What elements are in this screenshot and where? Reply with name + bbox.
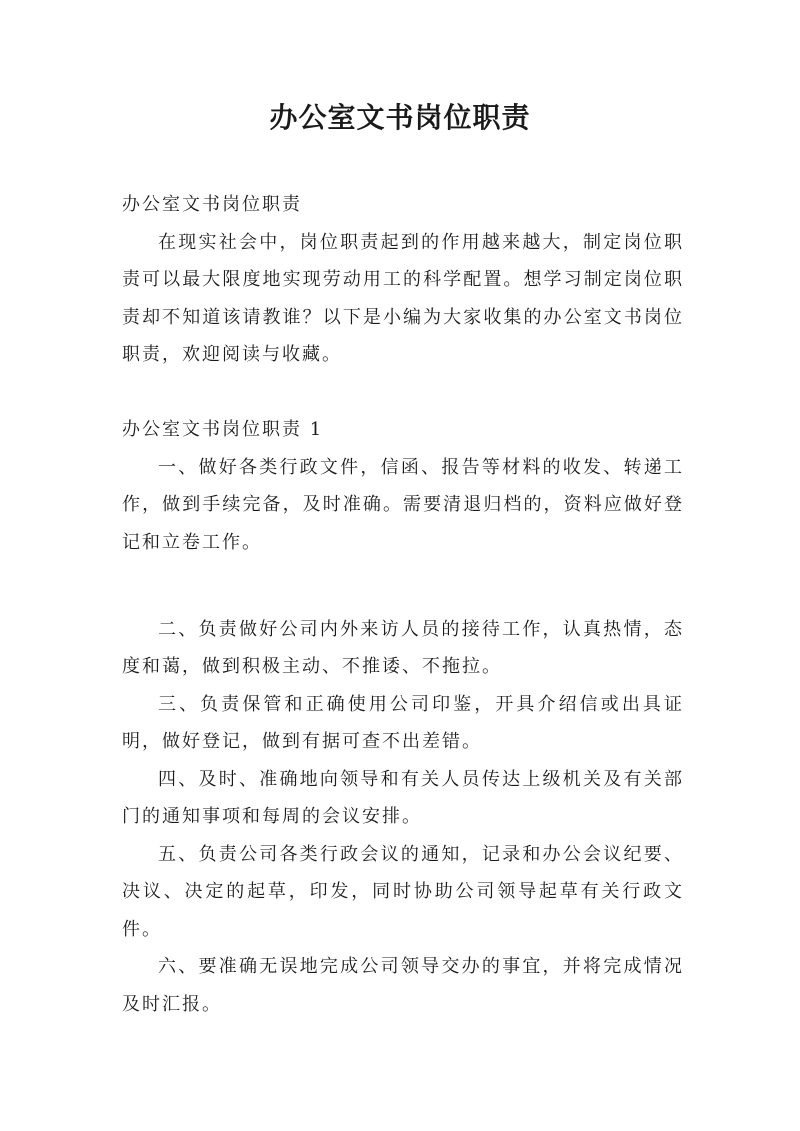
- spacer: [122, 561, 684, 599]
- document-title: 办公室文书岗位职责: [269, 101, 531, 134]
- spacer: [122, 374, 684, 412]
- section-heading: 办公室文书岗位职责 1: [122, 419, 324, 440]
- spacer: [122, 599, 684, 611]
- subtitle: 办公室文书岗位职责: [122, 194, 302, 215]
- duty-item-1: 一、做好各类行政文件，信函、报告等材料的收发、转递工作，做到手续完备，及时准确。需要清退归档的，资料应做好登记和立卷工作。: [122, 456, 684, 553]
- duty-item-6: 六、要准确无误地完成公司领导交办的事宜，并将完成情况及时汇报。: [122, 956, 684, 1015]
- duty-item-2: 二、负责做好公司内外来访人员的接待工作，认真热情，态度和蔼，做到积极主动、不推诿、不拖拉。: [122, 618, 684, 677]
- document-body: [122, 186, 684, 1023]
- duty-item-3: 三、负责保管和正确使用公司印鉴，开具介绍信或出具证明，做好登记，做到有据可查不出差错。: [122, 693, 684, 752]
- duty-item-4: 四、及时、准确地向领导和有关人员传达上级机关及有关部门的通知事项和每周的会议安排。: [122, 768, 684, 827]
- duty-item-5: 五、负责公司各类行政会议的通知，记录和办公会议纪要、决议、决定的起草，印发，同时协助公司领导起草有关行政文件。: [122, 843, 684, 940]
- intro-paragraph: 在现实社会中，岗位职责起到的作用越来越大，制定岗位职责可以最大限度地实现劳动用工的科学配置。想学习制定岗位职责却不知道该请教谁？以下是小编为大家收集的办公室文书岗位职责，欢迎阅读与收藏。: [122, 231, 684, 365]
